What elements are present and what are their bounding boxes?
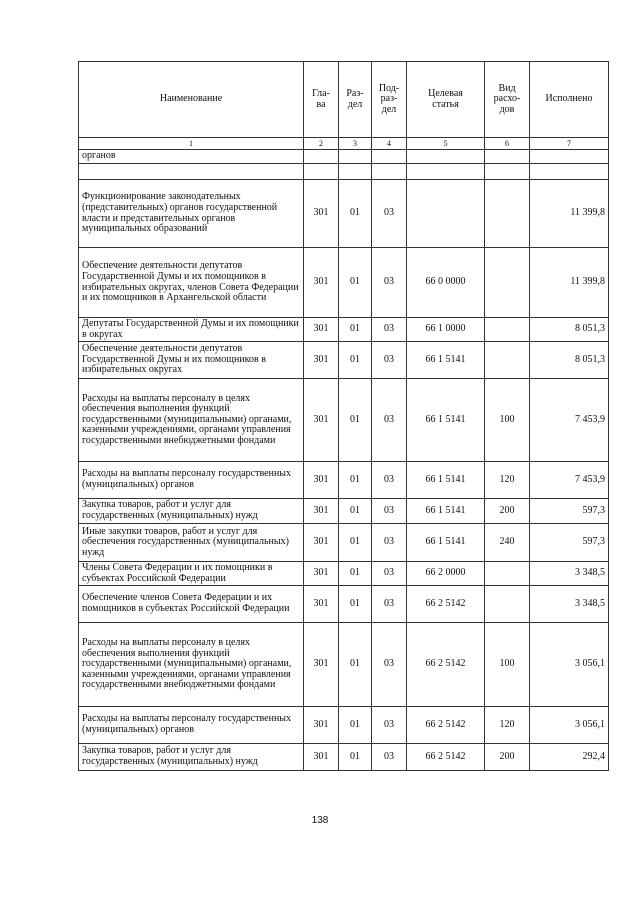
row-amount: 11 399,8 xyxy=(530,248,609,318)
table-row xyxy=(79,707,609,744)
row-name: Обеспечение деятельности депутатов Государственной Думы и их помощников в избирательных округах xyxy=(79,342,304,379)
row-glava xyxy=(304,150,339,164)
row-amount: 7 453,9 xyxy=(530,379,609,462)
col-number: 1 xyxy=(79,138,304,150)
table-row xyxy=(79,180,609,248)
col-number: 3 xyxy=(339,138,372,150)
header-glava: Гла- ва xyxy=(304,62,339,138)
row-celevaya: 66 0 0000 xyxy=(407,248,485,318)
row-razdel: 01 xyxy=(339,180,372,248)
header-razdel: Раз- дел xyxy=(339,62,372,138)
row-vid: 120 xyxy=(485,462,530,499)
table-row xyxy=(79,462,609,499)
row-celevaya xyxy=(407,150,485,164)
row-glava: 301 xyxy=(304,462,339,499)
row-podrazdel: 03 xyxy=(372,623,407,707)
table-row xyxy=(79,744,609,771)
row-razdel: 01 xyxy=(339,623,372,707)
row-name: Расходы на выплаты персоналу государственных (муниципальных) органов xyxy=(79,462,304,499)
row-name: Члены Совета Федерации и их помощники в субъектах Российской Федерации xyxy=(79,562,304,586)
row-amount xyxy=(530,164,609,180)
row-amount: 8 051,3 xyxy=(530,342,609,379)
row-name: Расходы на выплаты персоналу государственных (муниципальных) органов xyxy=(79,707,304,744)
row-glava: 301 xyxy=(304,499,339,524)
row-celevaya: 66 1 5141 xyxy=(407,342,485,379)
header-name: Наименование xyxy=(79,62,304,138)
row-razdel: 01 xyxy=(339,744,372,771)
row-celevaya xyxy=(407,164,485,180)
row-amount: 3 348,5 xyxy=(530,586,609,623)
row-razdel: 01 xyxy=(339,707,372,744)
row-razdel: 01 xyxy=(339,248,372,318)
row-amount: 3 348,5 xyxy=(530,562,609,586)
row-amount: 7 453,9 xyxy=(530,462,609,499)
row-glava: 301 xyxy=(304,744,339,771)
col-number: 2 xyxy=(304,138,339,150)
col-number: 6 xyxy=(485,138,530,150)
table-row xyxy=(79,164,609,180)
row-celevaya: 66 1 5141 xyxy=(407,524,485,562)
row-celevaya: 66 2 0000 xyxy=(407,562,485,586)
row-amount: 11 399,8 xyxy=(530,180,609,248)
header-celevaya: Целевая статья xyxy=(407,62,485,138)
row-celevaya: 66 2 5142 xyxy=(407,586,485,623)
row-podrazdel xyxy=(372,150,407,164)
row-vid: 240 xyxy=(485,524,530,562)
row-celevaya: 66 1 5141 xyxy=(407,499,485,524)
row-razdel: 01 xyxy=(339,524,372,562)
table-row xyxy=(79,586,609,623)
row-razdel: 01 xyxy=(339,586,372,623)
row-glava: 301 xyxy=(304,318,339,342)
column-number-row xyxy=(79,138,609,150)
row-podrazdel: 03 xyxy=(372,707,407,744)
row-vid xyxy=(485,164,530,180)
row-vid xyxy=(485,342,530,379)
row-razdel: 01 xyxy=(339,462,372,499)
col-number: 7 xyxy=(530,138,609,150)
row-glava: 301 xyxy=(304,342,339,379)
row-amount xyxy=(530,150,609,164)
row-celevaya xyxy=(407,180,485,248)
row-celevaya: 66 1 5141 xyxy=(407,462,485,499)
row-name: Закупка товаров, работ и услуг для государственных (муниципальных) нужд xyxy=(79,744,304,771)
row-celevaya: 66 2 5142 xyxy=(407,707,485,744)
row-glava: 301 xyxy=(304,586,339,623)
row-podrazdel: 03 xyxy=(372,318,407,342)
row-name: Депутаты Государственной Думы и их помощники в округах xyxy=(79,318,304,342)
row-podrazdel: 03 xyxy=(372,586,407,623)
row-vid xyxy=(485,150,530,164)
header-row xyxy=(79,62,609,138)
row-razdel xyxy=(339,164,372,180)
row-podrazdel: 03 xyxy=(372,499,407,524)
table-row xyxy=(79,623,609,707)
row-celevaya: 66 1 0000 xyxy=(407,318,485,342)
table-row xyxy=(79,562,609,586)
row-amount: 3 056,1 xyxy=(530,707,609,744)
row-name: Функционирование законодательных (представительных) органов государственной власти и представительных органов муниципальных образований xyxy=(79,180,304,248)
row-amount: 597,3 xyxy=(530,524,609,562)
row-glava: 301 xyxy=(304,524,339,562)
row-podrazdel: 03 xyxy=(372,524,407,562)
row-glava: 301 xyxy=(304,562,339,586)
row-vid: 100 xyxy=(485,379,530,462)
table-row xyxy=(79,318,609,342)
table-row xyxy=(79,342,609,379)
row-vid xyxy=(485,248,530,318)
row-amount: 8 051,3 xyxy=(530,318,609,342)
row-podrazdel: 03 xyxy=(372,342,407,379)
row-amount: 292,4 xyxy=(530,744,609,771)
row-name: органов xyxy=(79,150,304,164)
row-name: Расходы на выплаты персоналу в целях обеспечения выполнения функций государственными (муниципальными) органами, казенными учреждениями, органами управления государственными внебюджетными фондами xyxy=(79,623,304,707)
row-razdel: 01 xyxy=(339,562,372,586)
row-vid xyxy=(485,180,530,248)
row-podrazdel: 03 xyxy=(372,180,407,248)
row-razdel: 01 xyxy=(339,499,372,524)
row-amount: 597,3 xyxy=(530,499,609,524)
row-celevaya: 66 2 5142 xyxy=(407,623,485,707)
row-podrazdel: 03 xyxy=(372,562,407,586)
row-glava: 301 xyxy=(304,379,339,462)
row-name: Обеспечение деятельности депутатов Государственной Думы и их помощников в избирательных округах, членов Совета Федерации и их помощников в Архангельской области xyxy=(79,248,304,318)
row-podrazdel: 03 xyxy=(372,379,407,462)
row-glava: 301 xyxy=(304,707,339,744)
row-glava: 301 xyxy=(304,248,339,318)
header-podrazdel: Под- раз- дел xyxy=(372,62,407,138)
row-podrazdel: 03 xyxy=(372,248,407,318)
row-amount: 3 056,1 xyxy=(530,623,609,707)
row-vid: 200 xyxy=(485,744,530,771)
row-name xyxy=(79,164,304,180)
row-razdel: 01 xyxy=(339,342,372,379)
row-podrazdel: 03 xyxy=(372,744,407,771)
row-razdel: 01 xyxy=(339,318,372,342)
row-glava: 301 xyxy=(304,623,339,707)
row-glava xyxy=(304,164,339,180)
col-number: 5 xyxy=(407,138,485,150)
row-podrazdel: 03 xyxy=(372,462,407,499)
row-vid: 120 xyxy=(485,707,530,744)
row-vid xyxy=(485,318,530,342)
row-glava: 301 xyxy=(304,180,339,248)
table-row xyxy=(79,248,609,318)
row-celevaya: 66 1 5141 xyxy=(407,379,485,462)
row-vid xyxy=(485,562,530,586)
col-number: 4 xyxy=(372,138,407,150)
row-razdel: 01 xyxy=(339,379,372,462)
row-name: Обеспечение членов Совета Федерации и их помощников в субъектах Российской Федерации xyxy=(79,586,304,623)
row-razdel xyxy=(339,150,372,164)
row-vid: 200 xyxy=(485,499,530,524)
row-podrazdel xyxy=(372,164,407,180)
table-row xyxy=(79,524,609,562)
row-vid: 100 xyxy=(485,623,530,707)
row-name: Иные закупки товаров, работ и услуг для обеспечения государственных (муниципальных) нужд xyxy=(79,524,304,562)
table-row xyxy=(79,499,609,524)
row-name: Расходы на выплаты персоналу в целях обеспечения выполнения функций государственными (муниципальными) органами, казенными учреждениями, органами управления государственными внебюджетными фондами xyxy=(79,379,304,462)
header-ispolneno: Исполнено xyxy=(530,62,609,138)
page-number: 138 xyxy=(311,815,329,826)
table-row xyxy=(79,150,609,164)
table-row xyxy=(79,379,609,462)
row-vid xyxy=(485,586,530,623)
budget-table xyxy=(78,61,609,771)
row-name: Закупка товаров, работ и услуг для государственных (муниципальных) нужд xyxy=(79,499,304,524)
row-celevaya: 66 2 5142 xyxy=(407,744,485,771)
header-vid: Вид расхо- дов xyxy=(485,62,530,138)
